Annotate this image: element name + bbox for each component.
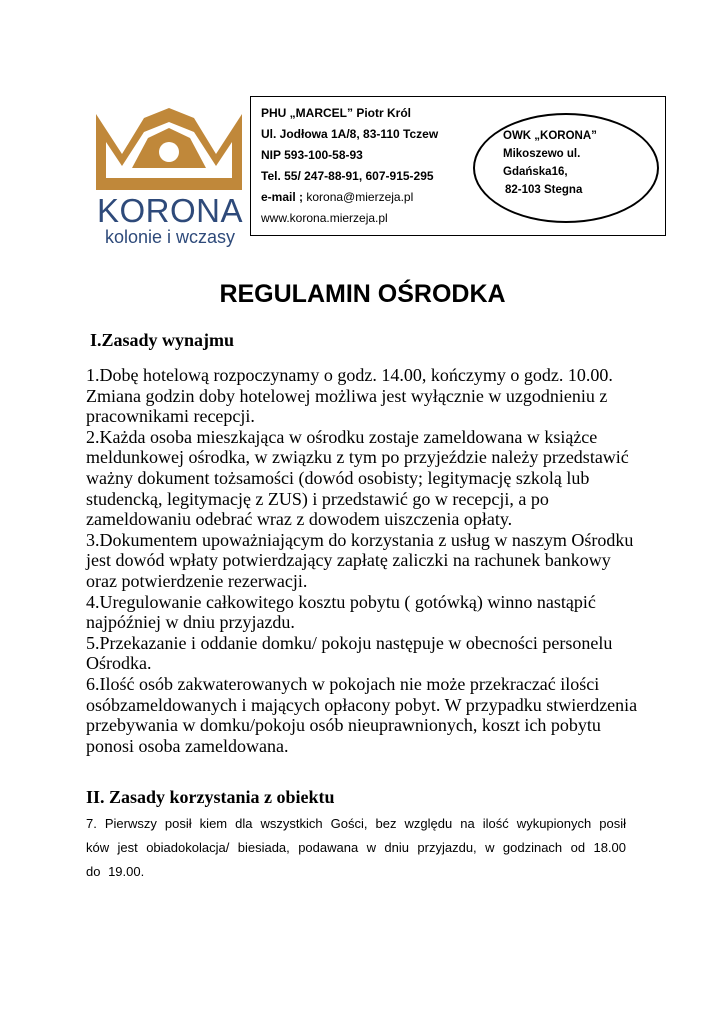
email-label: e-mail ; <box>261 190 304 204</box>
company-nip: NIP 593-100-58-93 <box>261 148 363 162</box>
company-header-box <box>250 96 666 236</box>
korona-logo <box>88 108 250 247</box>
resort-street: Mikoszewo ul. <box>503 148 581 160</box>
rule-2: 2.Każda osoba mieszkająca w ośrodku zostaje zameldowana w książce meldunkowej ośrodka, w związku z tym po przyjeździe należy przedstawić ważny dokument tożsamości (dowód osobisty; legitymację szkolą lub studencką, legitymację z ZUS) i przedstawić go w recepcji, a po zameldowaniu odebrać wraz z dowodem uiszczenia opłaty. <box>86 426 629 530</box>
resort-city: 82-103 Stegna <box>505 184 583 196</box>
company-phone: Tel. 55/ 247-88-91, 607-915-295 <box>261 169 434 183</box>
crown-icon <box>92 108 246 192</box>
resort-name: OWK „KORONA” <box>503 130 597 142</box>
section-2-heading: II. Zasady korzystania z obiektu <box>86 787 335 807</box>
company-address: Ul. Jodłowa 1A/8, 83-110 Tczew <box>261 127 439 141</box>
section-1-body <box>86 365 646 756</box>
company-name: PHU „MARCEL” Piotr Król <box>261 106 411 120</box>
rule-3: 3.Dokumentem upoważniającym do korzystania z usług w naszym Ośrodku jest dowód wpłaty potwierdzający zapłatę zaliczki na rachunek bankowy oraz potwierdzenie rezerwacji. <box>86 529 634 591</box>
rule-5: 5.Przekazanie i oddanie domku/ pokoju następuje w obecności personelu Ośrodka. <box>86 632 613 674</box>
rule-1: 1.Dobę hotelową rozpoczynamy o godz. 14.00, kończymy o godz. 10.00. Zmiana godzin doby hotelowej możliwa jest wyłącznie w uzgodnieniu z pracownikami recepcji. <box>86 365 613 427</box>
email-link[interactable]: korona@mierzeja.pl <box>306 190 414 204</box>
brand-name: KORONA <box>96 192 244 229</box>
rule-7: 7. Pierwszy posił kiem dla wszystkich Gości, bez względu na ilość wykupionych posił ków jest obiadokolacja/ biesiada, podawana w dniu przyjazdu, w godzinach od 18.00 do 19.00. <box>86 816 626 879</box>
resort-address-oval <box>473 113 659 223</box>
brand-tagline: kolonie i wczasy <box>104 227 236 247</box>
company-info <box>261 103 438 229</box>
document-title: REGULAMIN OŚRODKA <box>219 280 506 308</box>
section-1-heading: I.Zasady wynajmu <box>90 330 235 350</box>
website-link[interactable]: www.korona.mierzeja.pl <box>261 211 388 225</box>
rule-6: 6.Ilość osób zakwaterowanych w pokojach nie może przekraczać ilości osóbzameldowanych i mających opłacony pobyt. W przypadku stwierdzenia przebywania w domku/pokoju osób nieuprawnionych, koszt ich pobytu ponosi osoba zameldowana. <box>86 673 638 756</box>
company-email-line <box>261 187 438 208</box>
resort-number: Gdańska16, <box>503 166 568 178</box>
rule-4: 4.Uregulowanie całkowitego kosztu pobytu ( gotówką) winno nastąpić najpóźniej w dniu przyjazdu. <box>86 591 596 633</box>
